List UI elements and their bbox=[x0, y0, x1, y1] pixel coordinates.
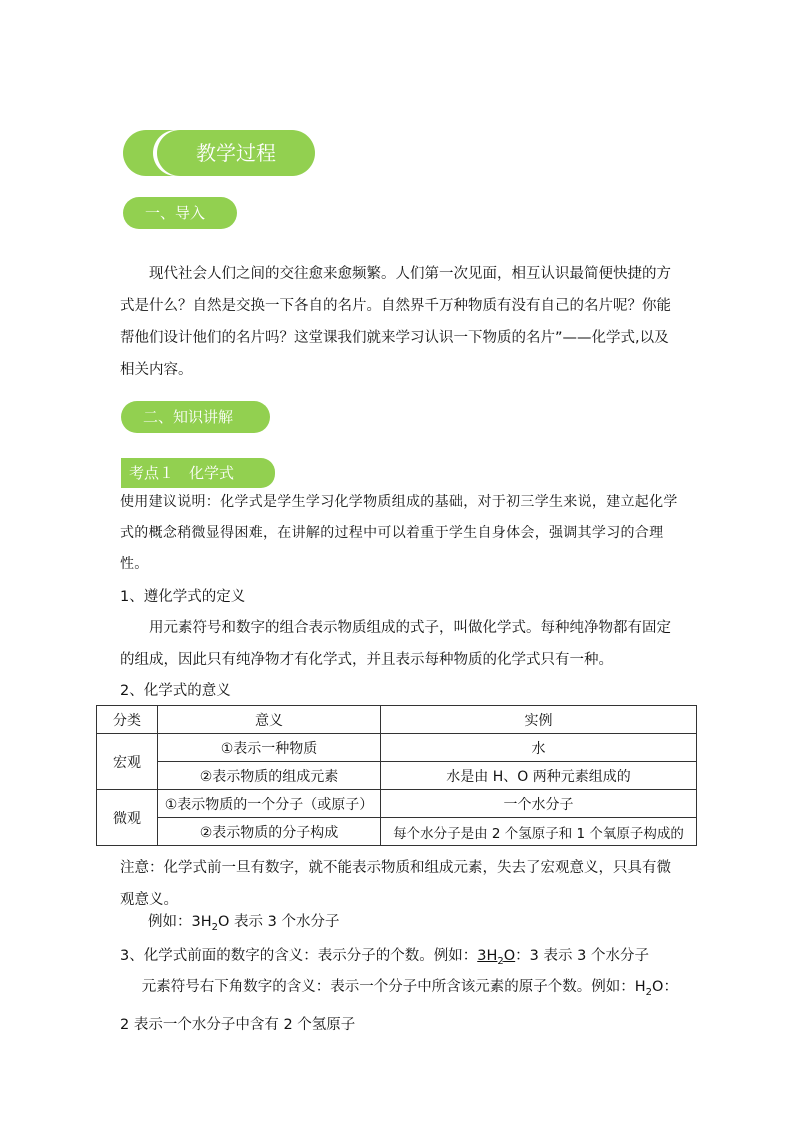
table-cell-category: 宏观 bbox=[97, 734, 158, 790]
meaning-table bbox=[96, 705, 697, 846]
table-cell: ①表示一种物质 bbox=[158, 734, 381, 762]
usage-note: 使用建议说明：化学式是学生学习化学物质组成的基础，对于初三学生来说，建立起化学式的概念稍微显得困难，在讲解的过程中可以着重于学生自身体会，强调其学习的合理性。 bbox=[120, 494, 678, 572]
intro-paragraph: 现代社会人们之间的交往愈来愈频繁。人们第一次见面，相互认识最简便快捷的方式是什么？自然是交换一下各自的名片。自然界千万种物质有没有自己的名片呢？你能帮他们设计他们的名片吗？这堂课我们就来学习认识一下物质的名片”——化学式,以及相关内容。 bbox=[120, 266, 671, 378]
topic-tag: 考点１ 化学式 bbox=[121, 458, 275, 488]
table-header: 实例 bbox=[381, 706, 697, 734]
table-cell-category: 微观 bbox=[97, 790, 158, 846]
table-cell: 水 bbox=[381, 734, 697, 762]
item2-title: 2、化学式的意义 bbox=[120, 683, 231, 699]
table-cell: 水是由 H、O 两种元素组成的 bbox=[381, 762, 697, 790]
table-header: 意义 bbox=[158, 706, 381, 734]
table-cell: ②表示物质的分子构成 bbox=[158, 818, 381, 846]
item4-text: 元素符号右下角数字的含义：表示一个分子中所含该元素的原子个数。例如：$H_2O$：2 表示一个水分子中含有 2 个氢原子 bbox=[120, 979, 678, 1033]
table-cell: ②表示物质的组成元素 bbox=[158, 762, 381, 790]
table-cell: ①表示物质的一个分子（或原子） bbox=[158, 790, 381, 818]
table-row bbox=[97, 818, 697, 846]
table-row bbox=[97, 734, 697, 762]
table-cell: 每个水分子是由 2 个氢原子和 1 个氧原子构成的 bbox=[381, 818, 697, 846]
note-text: 注意：化学式前一旦有数字，就不能表示物质和组成元素，失去了宏观意义，只具有微观意义。 bbox=[120, 860, 671, 908]
table-cell: 一个水分子 bbox=[381, 790, 697, 818]
table-header: 分类 bbox=[97, 706, 158, 734]
section-heading-intro: 一、导入 bbox=[123, 197, 237, 229]
table-header-row bbox=[97, 706, 697, 734]
section-heading-knowledge: 二、知识讲解 bbox=[121, 401, 270, 433]
example-line: 例如：$3H_2O$ 表示 3 个水分子 bbox=[148, 914, 340, 933]
item1-title: 1、遵化学式的定义 bbox=[120, 589, 246, 605]
table-row bbox=[97, 762, 697, 790]
item1-text: 用元素符号和数字的组合表示物质组成的式子，叫做化学式。每种纯净物都有固定的组成，因此只有纯净物才有化学式，并且表示每种物质的化学式只有一种。 bbox=[120, 620, 671, 668]
table-row bbox=[97, 790, 697, 818]
item3-line: 3、化学式前面的数字的含义：表示分子的个数。例如：$3H_2O$：3 表示 3 个水分子 bbox=[120, 948, 649, 967]
section-title: 教学过程 bbox=[157, 130, 315, 176]
